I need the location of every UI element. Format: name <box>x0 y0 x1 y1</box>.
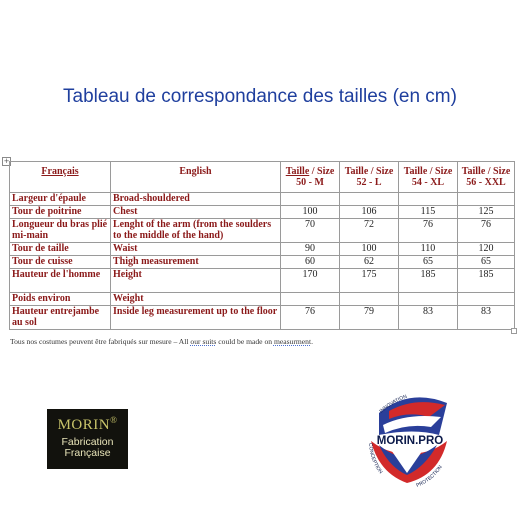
table-row-waist <box>10 243 515 256</box>
header-size-3-value: 54 - XL <box>411 177 445 188</box>
cell-size-l: 106 <box>340 206 399 219</box>
table-row-height <box>10 269 515 293</box>
cell-size-xl: 83 <box>399 306 458 330</box>
cell-size-m: 90 <box>281 243 340 256</box>
cell-size-xl: 65 <box>399 256 458 269</box>
table-row-thigh <box>10 256 515 269</box>
header-size-4-label: Taille / Size <box>461 166 511 177</box>
note-text-mid: could be made on <box>216 337 274 346</box>
table-row-arm <box>10 219 515 243</box>
page-title: Tableau de correspondance des tailles (en cm) <box>63 86 457 107</box>
table-row-inseam <box>10 306 515 330</box>
row-label-fr: Tour de poitrine <box>10 206 111 219</box>
cell-size-l: 100 <box>340 243 399 256</box>
header-size-1-size: / Size <box>309 166 335 177</box>
row-label-en: Inside leg measurement up to the floor <box>111 306 281 330</box>
header-size-1-taille: Taille <box>285 166 310 177</box>
cell-size-xl: 76 <box>399 219 458 243</box>
header-size-2-label: Taille / Size <box>344 166 394 177</box>
row-label-en: Weight <box>111 293 281 306</box>
cell-size-l: 62 <box>340 256 399 269</box>
cell-size-xxl: 83 <box>458 306 515 330</box>
table-move-handle[interactable]: + <box>3 157 10 165</box>
header-english: English <box>111 162 281 193</box>
cell-size-xl: 110 <box>399 243 458 256</box>
cell-size-xxl <box>458 293 515 306</box>
logo-arc-right-text: PROTECTION <box>415 464 444 489</box>
cell-size-xxl: 125 <box>458 206 515 219</box>
header-size-3-label: Taille / Size <box>403 166 453 177</box>
note-spellcheck-1: our suits <box>190 337 217 346</box>
table-resize-handle[interactable] <box>511 328 517 334</box>
cell-size-m: 70 <box>281 219 340 243</box>
cell-size-m: 60 <box>281 256 340 269</box>
cell-size-xl <box>399 293 458 306</box>
row-label-en: Chest <box>111 206 281 219</box>
cell-size-xl <box>399 193 458 206</box>
table-header-row <box>10 162 515 193</box>
note-text-start: Tous nos costumes peuvent être fabriqués sur mesure – All <box>10 337 191 346</box>
logo-brand-text: MORIN.PRO <box>376 435 444 447</box>
cell-size-m: 170 <box>281 269 340 293</box>
cell-size-xxl <box>458 193 515 206</box>
header-size-2 <box>340 162 399 193</box>
header-size-1-value: 50 - M <box>296 177 324 188</box>
cell-size-l: 72 <box>340 219 399 243</box>
cell-size-xxl: 185 <box>458 269 515 293</box>
table-row-shoulder <box>10 193 515 206</box>
table-row-chest <box>10 206 515 219</box>
row-label-fr: Tour de cuisse <box>10 256 111 269</box>
row-label-en: Broad-shouldered <box>111 193 281 206</box>
cell-size-l <box>340 293 399 306</box>
morin-pro-logo <box>359 383 459 493</box>
row-label-fr: Hauteur de l'homme <box>10 269 111 293</box>
cell-size-xxl: 76 <box>458 219 515 243</box>
row-label-fr: Longueur du bras plié mi-main <box>10 219 111 243</box>
header-size-4 <box>458 162 515 193</box>
row-label-fr: Largeur d'épaule <box>10 193 111 206</box>
morin-badge-logo <box>47 409 128 469</box>
custom-made-note <box>10 337 313 346</box>
cell-size-xl: 115 <box>399 206 458 219</box>
badge-line-2: Française <box>64 447 111 459</box>
header-french: Français <box>10 162 111 193</box>
row-label-fr: Hauteur entrejambe au sol <box>10 306 111 330</box>
header-size-2-value: 52 - L <box>356 177 382 188</box>
cell-size-l: 79 <box>340 306 399 330</box>
badge-brand: MORIN® <box>57 415 118 433</box>
size-table <box>9 161 515 330</box>
header-size-4-value: 56 - XXL <box>466 177 506 188</box>
cell-size-m: 100 <box>281 206 340 219</box>
row-label-fr: Poids environ <box>10 293 111 306</box>
header-size-3 <box>399 162 458 193</box>
badge-line-1: Fabrication <box>61 436 114 448</box>
cell-size-xxl: 120 <box>458 243 515 256</box>
row-label-en: Thigh measurement <box>111 256 281 269</box>
cell-size-l <box>340 193 399 206</box>
note-text-end: . <box>311 337 313 346</box>
row-label-en: Lenght of the arm (from the soulders to the middle of the hand) <box>111 219 281 243</box>
note-spellcheck-2: measurment <box>273 337 312 346</box>
cell-size-xxl: 65 <box>458 256 515 269</box>
cell-size-m <box>281 193 340 206</box>
row-label-en: Height <box>111 269 281 293</box>
row-label-en: Waist <box>111 243 281 256</box>
header-size-1 <box>281 162 340 193</box>
table-row-weight <box>10 293 515 306</box>
logo-arc-top-text: INNOVATION <box>378 393 408 415</box>
cell-size-m <box>281 293 340 306</box>
cell-size-xl: 185 <box>399 269 458 293</box>
cell-size-l: 175 <box>340 269 399 293</box>
logo-arc-left-text: CONCEPTION <box>366 442 384 476</box>
cell-size-m: 76 <box>281 306 340 330</box>
row-label-fr: Tour de taille <box>10 243 111 256</box>
